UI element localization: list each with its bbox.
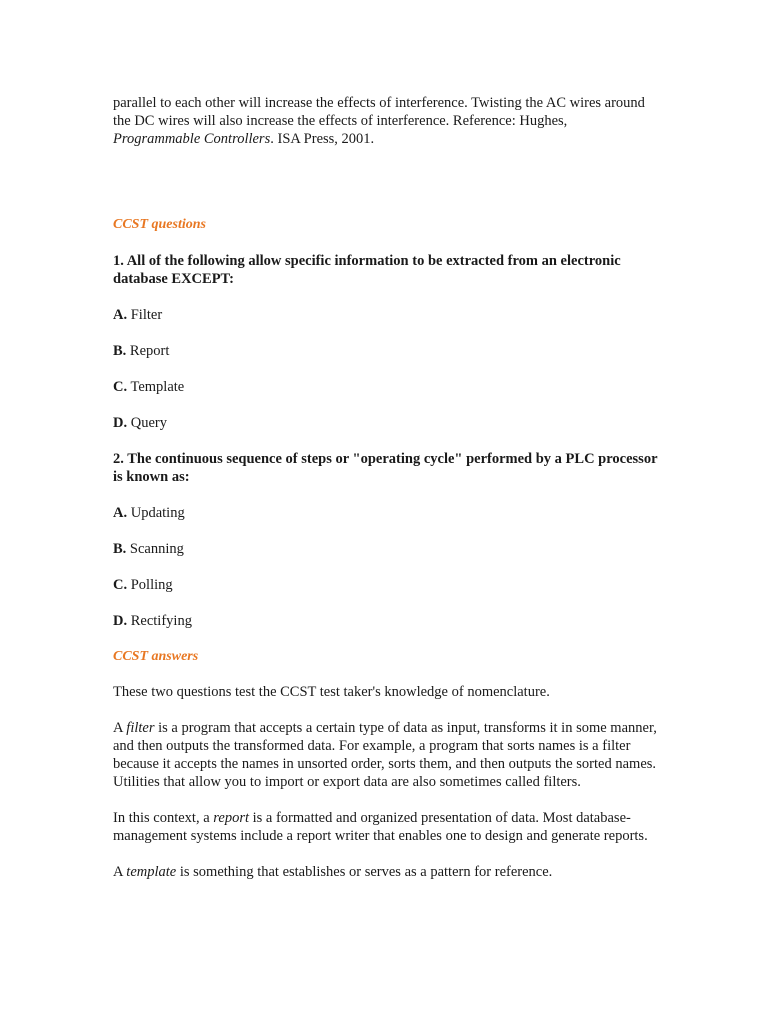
answer-paragraph-report: [113, 809, 658, 845]
q1-option-b: [113, 342, 658, 360]
term-filter: filter: [126, 720, 155, 736]
option-letter: A.: [113, 505, 128, 521]
q1-option-a: [113, 306, 658, 324]
term-template: template: [126, 864, 177, 880]
option-text: Polling: [130, 577, 173, 593]
q2-option-c: [113, 576, 658, 594]
intro-text-end: . ISA Press, 2001.: [270, 131, 375, 147]
q1-option-c: [113, 378, 658, 396]
q2-option-b: [113, 540, 658, 558]
para-text: is something that establishes or serves as a pattern for reference.: [176, 864, 553, 880]
option-letter: C.: [113, 577, 128, 593]
option-text: Query: [130, 415, 167, 431]
option-letter: B.: [113, 343, 127, 359]
option-text: Report: [129, 343, 170, 359]
option-letter: D.: [113, 415, 128, 431]
option-letter: D.: [113, 613, 128, 629]
q2-option-a: [113, 504, 658, 522]
answer-paragraph-filter: [113, 719, 658, 791]
answer-paragraph-1: These two questions test the CCST test taker's knowledge of nomenclature.: [113, 684, 550, 700]
para-text: A: [113, 864, 127, 880]
intro-text: parallel to each other will increase the effects of interference. Twisting the AC wires around the DC wires will also increase the effects of interference. Reference: Hughes,: [113, 95, 645, 129]
option-text: Updating: [130, 505, 185, 521]
q1-option-d: [113, 414, 658, 432]
option-letter: C.: [113, 379, 128, 395]
para-text: is a formatted and organized presentation of data. Most database-management systems include a report writer that enables one to design and generate reports.: [113, 810, 648, 844]
option-text: Scanning: [129, 541, 184, 557]
document-page: [113, 94, 658, 881]
option-text: Rectifying: [130, 613, 192, 629]
para-text: is a program that accepts a certain type of data as input, transforms it in some manner, and then outputs the transformed data. For example, a program that sorts names is a filter because it accepts the names in unsorted order, sorts them, and then outputs the sorted names. Utilities that allow you to import or export data are also sometimes called filters.: [113, 720, 657, 790]
option-text: Filter: [130, 307, 163, 323]
answers-heading: CCST answers: [113, 649, 199, 664]
option-letter: B.: [113, 541, 127, 557]
question-2: 2. The continuous sequence of steps or "operating cycle" performed by a PLC processor is known as:: [113, 451, 658, 485]
para-text: In this context, a: [113, 810, 214, 826]
q2-option-d: [113, 612, 658, 630]
term-report: report: [213, 810, 249, 826]
book-title: Programmable Controllers: [113, 131, 271, 147]
option-text: Template: [130, 379, 185, 395]
option-letter: A.: [113, 307, 128, 323]
para-text: A: [113, 720, 127, 736]
answer-paragraph-template: [113, 863, 658, 881]
question-1: 1. All of the following allow specific information to be extracted from an electronic database EXCEPT:: [113, 253, 621, 287]
questions-heading: CCST questions: [113, 217, 206, 232]
intro-paragraph: [113, 94, 658, 148]
